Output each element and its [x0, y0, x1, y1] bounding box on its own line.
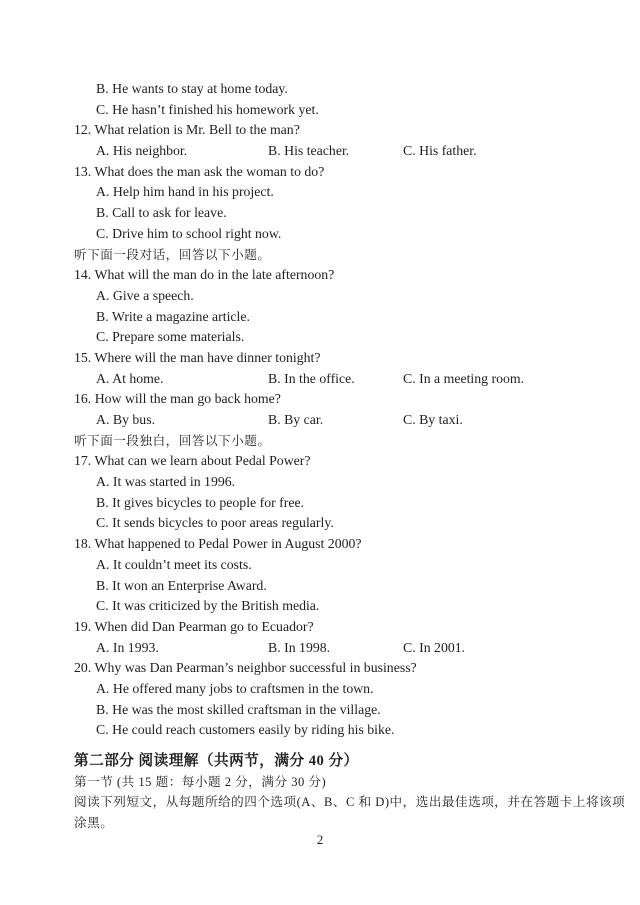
- option-line: B. It gives bicycles to people for free.: [96, 494, 305, 510]
- option-cell: C. By taxi.: [403, 412, 463, 427]
- section-heading: 第二部分 阅读理解（共两节，满分 40 分）: [74, 753, 359, 769]
- question-line: 20. Why was Dan Pearman’s neighbor successful in business?: [74, 660, 417, 676]
- option-cell: B. In 1998.: [268, 639, 331, 655]
- option-cell: C. His father.: [403, 143, 477, 159]
- option-line: A. Give a speech.: [96, 287, 194, 303]
- question-line: 15. Where will the man have dinner tonight?: [74, 349, 321, 365]
- option-cell: A. At home.: [96, 370, 164, 386]
- option-line: A. It couldn’t meet its costs.: [96, 556, 252, 572]
- question-line: 16. How will the man go back home?: [74, 391, 281, 407]
- option-line: C. It sends bicycles to poor areas regularly.: [96, 515, 334, 531]
- option-line: B. It won an Enterprise Award.: [96, 577, 267, 593]
- options-row: [74, 369, 614, 390]
- option-line: C. It was criticized by the British media.: [96, 598, 320, 614]
- options-row: [74, 410, 614, 431]
- page-number: 2: [316, 832, 324, 847]
- option-line: C. Prepare some materials.: [96, 329, 245, 345]
- listening-instruction: 听下面一段独白，回答以下小题。: [74, 433, 271, 448]
- listening-instruction: 听下面一段对话，回答以下小题。: [74, 247, 271, 262]
- section-spacer: [74, 741, 614, 751]
- option-line: B. He was the most skilled craftsman in the village.: [96, 701, 381, 717]
- exam-body: [74, 79, 626, 834]
- options-row: [74, 638, 614, 659]
- options-row: [74, 141, 614, 162]
- option-cell: A. By bus.: [96, 412, 156, 427]
- option-cell: C. In 2001.: [403, 639, 466, 655]
- option-cell: A. His neighbor.: [96, 143, 188, 159]
- option-cell: B. By car.: [268, 412, 324, 427]
- option-line: C. Drive him to school right now.: [96, 225, 282, 241]
- question-line: 12. What relation is Mr. Bell to the man?: [74, 122, 300, 138]
- option-line: A. It was started in 1996.: [96, 474, 236, 490]
- instruction-paragraph: 阅读下列短文，从每题所给的四个选项(A、B、C 和 D)中，选出最佳选项，并在答题卡上将该项: [74, 795, 626, 810]
- option-cell: A. In 1993.: [96, 639, 159, 655]
- question-line: 18. What happened to Pedal Power in August 2000?: [74, 536, 362, 552]
- option-cell: C. In a meeting room.: [403, 370, 525, 386]
- section-subheading: 第一节 (共 15 题：每小题 2 分，满分 30 分): [74, 774, 327, 789]
- option-line: A. Help him hand in his project.: [96, 184, 274, 200]
- option-cell: B. His teacher.: [268, 143, 350, 159]
- option-line: A. He offered many jobs to craftsmen in the town.: [96, 680, 374, 696]
- question-line: 14. What will the man do in the late afternoon?: [74, 267, 335, 283]
- option-line: C. He hasn’t finished his homework yet.: [96, 101, 319, 117]
- option-line: C. He could reach customers easily by riding his bike.: [96, 722, 395, 738]
- question-line: 17. What can we learn about Pedal Power?: [74, 453, 311, 469]
- question-line: 19. When did Dan Pearman go to Ecuador?: [74, 618, 314, 634]
- option-line: B. He wants to stay at home today.: [96, 81, 288, 96]
- option-line: B. Write a magazine article.: [96, 308, 250, 324]
- option-line: B. Call to ask for leave.: [96, 205, 227, 221]
- option-cell: B. In the office.: [268, 370, 355, 386]
- instruction-paragraph: 涂黑。: [74, 816, 114, 831]
- question-line: 13. What does the man ask the woman to do?: [74, 163, 325, 179]
